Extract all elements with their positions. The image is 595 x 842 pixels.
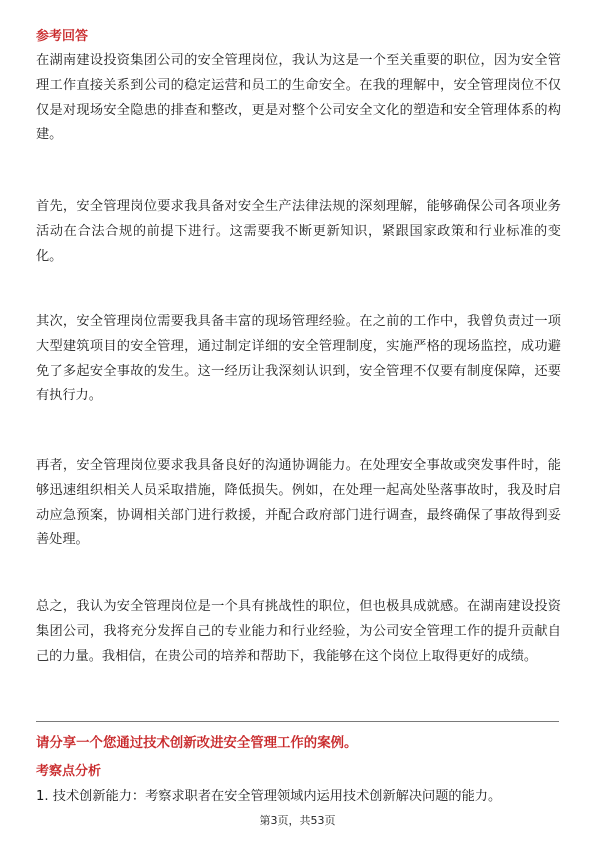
answer-paragraph-3: 其次，安全管理岗位需要我具备丰富的现场管理经验。在之前的工作中，我曾负责过一项大型建筑项目的安全管理，通过制定详细的安全管理制度，实施严格的现场监控，成功避免了多起安全事故的发生。这一经历让我深刻认识到，安全管理不仅要有制度保障，还要有执行力。	[36, 314, 561, 404]
reference-answer-heading: 参考回答	[36, 29, 89, 44]
interview-question: 请分享一个您通过技术创新改进安全管理工作的案例。	[36, 736, 358, 751]
answer-paragraph-5: 总之，我认为安全管理岗位是一个具有挑战性的职位，但也极具成就感。在湖南建设投资集团公司，我将充分发挥自己的专业能力和行业经验，为公司安全管理工作的提升贡献自己的力量。我相信，在贵公司的培养和帮助下，我能够在这个岗位上取得更好的成绩。	[36, 599, 561, 664]
analysis-heading: 考察点分析	[36, 764, 102, 779]
section-divider	[36, 721, 559, 722]
page-number-footer: 第3页，共53页	[259, 814, 336, 827]
answer-paragraph-4: 再者，安全管理岗位要求我具备良好的沟通协调能力。在处理安全事故或突发事件时，能够迅速组织相关人员采取措施，降低损失。例如，在处理一起高处坠落事故时，我及时启动应急预案，协调相关部门进行救援，并配合政府部门进行调查，最终确保了事故得到妥善处理。	[36, 458, 561, 548]
analysis-list-item: 1. 技术创新能力：考察求职者在安全管理领域内运用技术创新解决问题的能力。	[36, 789, 502, 804]
answer-paragraph-2: 首先，安全管理岗位要求我具备对安全生产法律法规的深刻理解，能够确保公司各项业务活动在合法合规的前提下进行。这需要我不断更新知识，紧跟国家政策和行业标准的变化。	[36, 199, 561, 264]
answer-paragraph-1: 在湖南建设投资集团公司的安全管理岗位，我认为这是一个至关重要的职位，因为安全管理工作直接关系到公司的稳定运营和员工的生命安全。在我的理解中，安全管理岗位不仅仅是对现场安全隐患的排查和整改，更是对整个公司安全文化的塑造和安全管理体系的构建。	[36, 53, 561, 143]
